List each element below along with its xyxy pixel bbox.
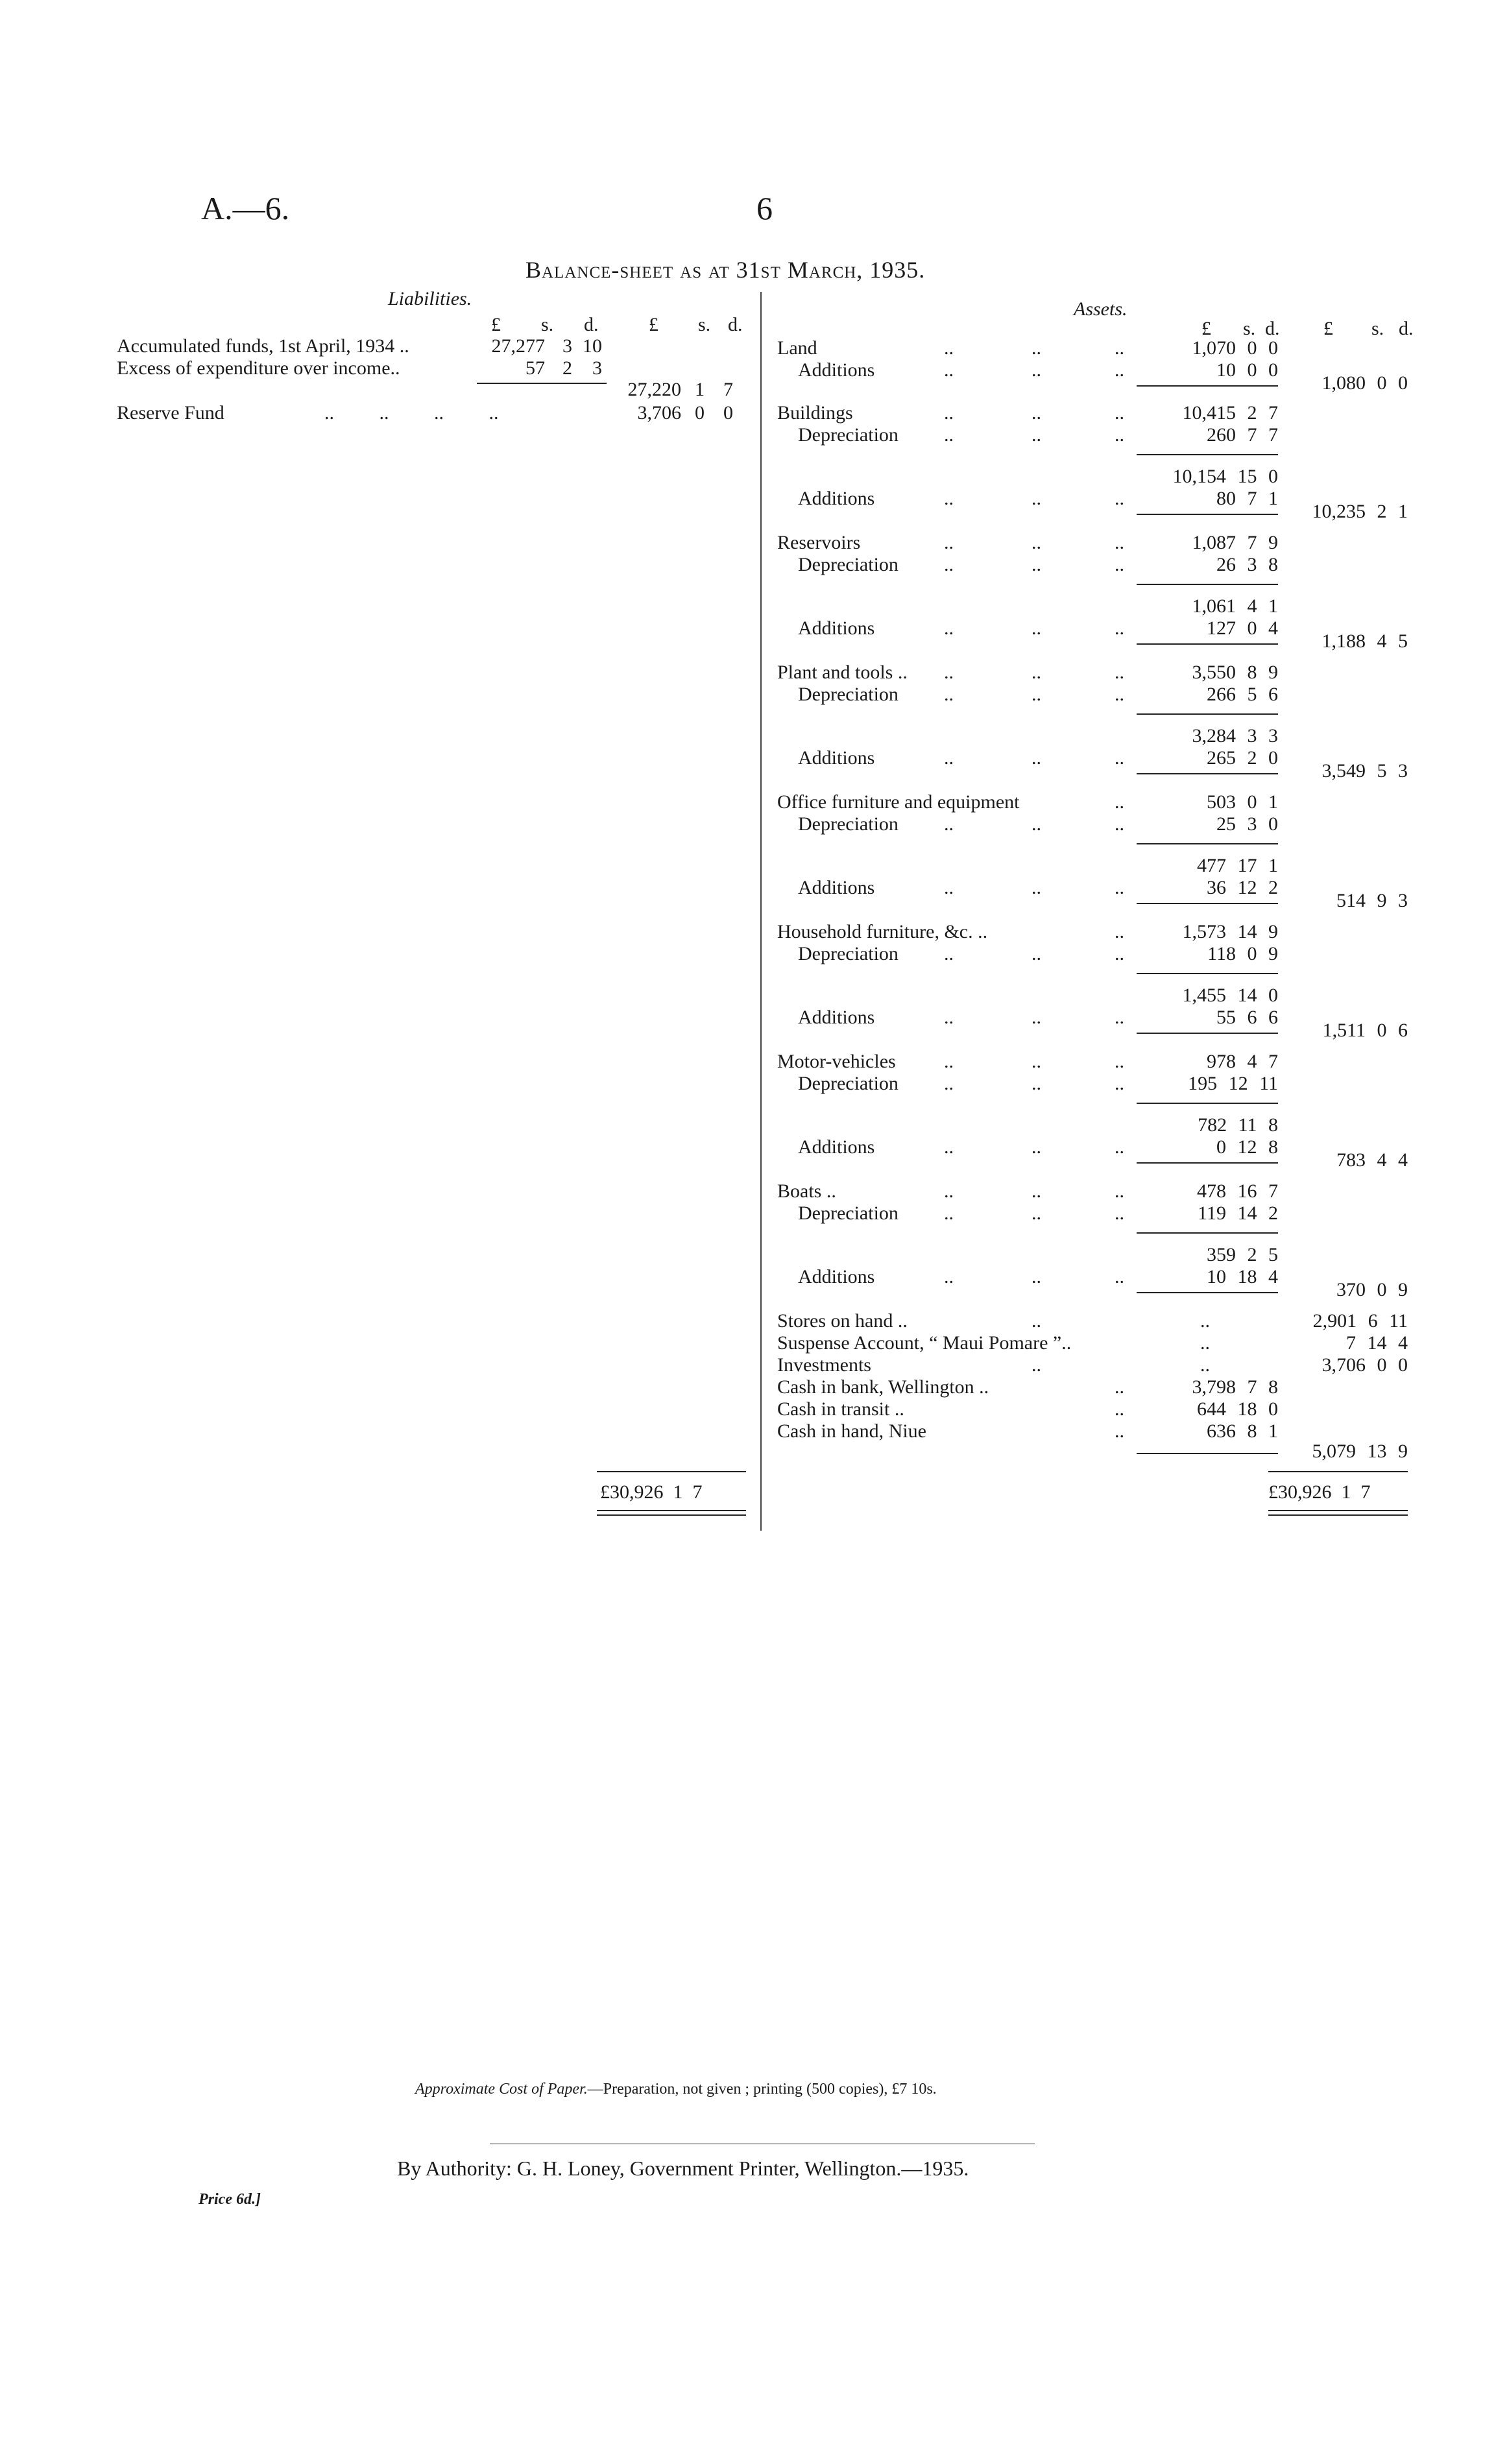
leader-dots: .. [1200,1354,1210,1376]
col-header-shillings: s. [1243,318,1256,339]
cash-label: Cash in transit .. [777,1398,904,1420]
asset-base-amount: 478 16 7 [1197,1180,1278,1202]
liability-shillings: 3 [562,335,572,357]
depreciation-amount: 25 3 0 [1216,813,1278,835]
leader-dots: .. [1032,877,1041,898]
group-total: 370 0 9 [1336,1279,1408,1300]
leader-dots: .. [1115,1180,1124,1202]
net-rule [1137,584,1278,585]
reserve-fund-shillings: 0 [695,402,705,424]
authority-line: By Authority: G. H. Loney, Government Printer, Wellington.—1935. [397,2157,969,2180]
depreciation-label: Depreciation [798,1202,899,1224]
depreciation-amount: 260 7 7 [1207,424,1278,446]
col-header-pence: d. [1265,318,1280,339]
cash-total: 5,079 13 9 [1312,1441,1408,1462]
additions-label: Additions [798,359,875,381]
assets-total-rule-top [1268,1471,1408,1472]
reserve-fund-label: Reserve Fund [117,402,224,424]
leader-dots: .. [1115,1073,1124,1094]
asset-label: Plant and tools .. [777,662,908,683]
liability-pence: 10 [583,335,602,357]
additions-amount: 127 0 4 [1207,617,1278,639]
asset-base-amount: 10,415 2 7 [1182,402,1278,424]
group-total-rule [1137,1162,1278,1164]
leader-dots: .. [1115,337,1124,359]
reserve-fund-pence: 0 [723,402,733,424]
leader-dots: .. [1032,1202,1041,1224]
leader-dots: .. [1032,1180,1041,1202]
asset-label: Land [777,337,817,359]
additions-label: Additions [798,1007,875,1028]
liability-label: Excess of expenditure over income.. [117,357,400,379]
leader-dots: .. [1115,1420,1124,1442]
group-total: 783 4 4 [1336,1149,1408,1171]
additions-label: Additions [798,747,875,769]
net-amount: 3,284 3 3 [1192,725,1278,747]
group-total: 10,235 2 1 [1312,501,1408,522]
leader-dots: .. [1032,359,1041,381]
leader-dots: .. [944,488,954,509]
total-double-rule-2 [597,1514,746,1516]
col-header-pence-2: d. [728,314,743,335]
subtotal-pence: 7 [723,379,733,400]
leader-dots: .. [1115,813,1124,835]
leader-dots: .. [1115,662,1124,683]
additions-amount: 265 2 0 [1207,747,1278,769]
leader-dots: .. [944,1051,954,1072]
leader-dots: .. [1032,1073,1041,1094]
depreciation-label: Depreciation [798,684,899,705]
additions-amount: 0 12 8 [1216,1136,1278,1158]
cost-note-label: Approximate Cost of Paper. [415,2081,588,2098]
asset-other-amount: 7 14 4 [1346,1332,1408,1354]
leader-dots: .. [944,684,954,705]
asset-other-label: Investments [777,1354,871,1376]
liability-pence: 3 [592,357,602,379]
group-total: 1,080 0 0 [1321,372,1408,394]
additions-amount: 80 7 1 [1216,488,1278,509]
asset-base-amount: 3,550 8 9 [1192,662,1278,683]
asset-base-amount: 503 0 1 [1207,791,1278,813]
cash-label: Cash in hand, Niue [777,1420,926,1442]
asset-other-label: Stores on hand .. [777,1310,908,1332]
group-total-rule [1137,1292,1278,1293]
depreciation-amount: 26 3 8 [1216,554,1278,575]
leader-dots: .. [944,554,954,575]
assets-heading: Assets. [1074,298,1128,320]
leader-dots: .. [944,877,954,898]
col-header-shillings-2: s. [698,314,711,335]
additions-label: Additions [798,488,875,509]
leader-dots: .. [1032,747,1041,769]
leader-dots: .. [1032,813,1041,835]
leader-dots: .. [944,1180,954,1202]
leader-dots: .. [944,1136,954,1158]
depreciation-amount: 266 5 6 [1207,684,1278,705]
leader-dots: .. [1032,488,1041,509]
leader-dots: .. [1032,402,1041,424]
leader-dots: .. [1032,684,1041,705]
assets-total-double-rule-2 [1268,1514,1408,1516]
reserve-fund-dots: .. .. .. .. [324,402,499,424]
depreciation-label: Depreciation [798,554,899,575]
leader-dots: .. [1115,877,1124,898]
net-rule [1137,843,1278,844]
asset-other-amount: 3,706 0 0 [1321,1354,1408,1376]
subtotal-pounds: 27,220 [627,379,681,400]
leader-dots: .. [1115,1376,1124,1398]
leader-dots: .. [944,943,954,964]
asset-label: Office furniture and equipment [777,791,1020,813]
additions-amount: 36 12 2 [1207,877,1278,898]
leader-dots: .. [1032,1310,1041,1332]
col-header-shillings-2: s. [1371,318,1384,339]
liabilities-total: £30,926 1 7 [600,1481,703,1503]
leader-dots: .. [1032,554,1041,575]
group-total: 514 9 3 [1336,890,1408,911]
col-header-pence-2: d. [1399,318,1414,339]
net-amount: 10,154 15 0 [1172,466,1278,487]
leader-dots: .. [944,662,954,683]
page-number: 6 [756,190,773,226]
col-header-pounds: £ [491,314,501,335]
cash-amount: 644 18 0 [1197,1398,1278,1420]
col-header-pounds-2: £ [649,314,658,335]
leader-dots: .. [1115,1136,1124,1158]
cash-subtotal-rule [1137,1453,1278,1454]
leader-dots: .. [1115,617,1124,639]
net-rule [1137,1103,1278,1104]
leader-dots: .. [944,1202,954,1224]
leader-dots: .. [1200,1332,1210,1354]
asset-label: Buildings [777,402,853,424]
leader-dots: .. [1115,791,1124,813]
liability-shillings: 2 [562,357,572,379]
additions-amount: 10 18 4 [1207,1266,1278,1287]
leader-dots: .. [944,1266,954,1287]
subtotal-shillings: 1 [695,379,705,400]
subtotal-rule [477,383,607,384]
assets-total-double-rule-1 [1268,1510,1408,1511]
column-divider [760,292,762,1531]
asset-label: Motor-vehicles [777,1051,896,1072]
leader-dots: .. [1032,1266,1041,1287]
asset-base-amount: 1,573 14 9 [1182,921,1278,942]
leader-dots: .. [1115,1398,1124,1420]
depreciation-amount: 118 0 9 [1207,943,1278,964]
leader-dots: .. [944,617,954,639]
additions-amount: 55 6 6 [1216,1007,1278,1028]
additions-label: Additions [798,877,875,898]
asset-base-amount: 1,087 7 9 [1192,532,1278,553]
leader-dots: .. [944,813,954,835]
cash-amount: 636 8 1 [1207,1420,1278,1442]
leader-dots: .. [1115,554,1124,575]
net-amount: 359 2 5 [1207,1244,1278,1265]
assets-total: £30,926 1 7 [1268,1481,1371,1503]
leader-dots: .. [944,337,954,359]
leader-dots: .. [1032,1051,1041,1072]
additions-label: Additions [798,1266,875,1287]
leader-dots: .. [1115,1051,1124,1072]
cost-note [415,2081,937,2098]
depreciation-amount: 195 12 11 [1188,1073,1278,1094]
asset-other-amount: 2,901 6 11 [1312,1310,1408,1332]
liability-pounds: 27,277 [491,335,545,357]
leader-dots: .. [944,747,954,769]
col-header-pounds-2: £ [1323,318,1333,339]
cash-label: Cash in bank, Wellington .. [777,1376,989,1398]
depreciation-label: Depreciation [798,1073,899,1094]
page-reference: A.—6. [201,190,290,226]
depreciation-amount: 119 14 2 [1198,1202,1278,1224]
asset-other-label: Suspense Account, “ Maui Pomare ”.. [777,1332,1072,1354]
leader-dots: .. [1115,684,1124,705]
net-rule [1137,454,1278,455]
leader-dots: .. [1032,617,1041,639]
leader-dots: .. [944,1007,954,1028]
leader-dots: .. [944,402,954,424]
liability-label: Accumulated funds, 1st April, 1934 .. [117,335,409,357]
depreciation-label: Depreciation [798,424,899,446]
leader-dots: .. [1032,662,1041,683]
net-rule [1137,713,1278,715]
cash-amount: 3,798 7 8 [1192,1376,1278,1398]
net-amount: 477 17 1 [1197,855,1278,876]
net-rule [1137,1232,1278,1234]
leader-dots: .. [1032,424,1041,446]
net-amount: 1,061 4 1 [1192,595,1278,617]
leader-dots: .. [1115,359,1124,381]
asset-label: Household furniture, &c. .. [777,921,988,942]
additions-amount: 10 0 0 [1216,359,1278,381]
leader-dots: .. [1115,747,1124,769]
additions-label: Additions [798,1136,875,1158]
leader-dots: .. [1200,1310,1210,1332]
group-total: 3,549 5 3 [1321,760,1408,782]
leader-dots: .. [1115,488,1124,509]
group-total-rule [1137,1033,1278,1034]
net-rule [1137,973,1278,974]
leader-dots: .. [1115,921,1124,942]
group-total: 1,511 0 6 [1322,1020,1408,1041]
leader-dots: .. [1032,943,1041,964]
leader-dots: .. [944,424,954,446]
depreciation-label: Depreciation [798,813,899,835]
asset-base-amount: 978 4 7 [1207,1051,1278,1072]
total-rule-top [597,1471,746,1472]
leader-dots: .. [1115,424,1124,446]
leader-dots: .. [1115,1202,1124,1224]
asset-base-amount: 1,070 0 0 [1192,337,1278,359]
liability-pounds: 57 [525,357,545,379]
group-total-rule [1137,903,1278,904]
leader-dots: .. [1115,1266,1124,1287]
additions-label: Additions [798,617,875,639]
depreciation-label: Depreciation [798,943,899,964]
leader-dots: .. [1115,943,1124,964]
leader-dots: .. [1032,1354,1041,1376]
group-total-rule [1137,514,1278,515]
leader-dots: .. [1115,532,1124,553]
leader-dots: .. [1032,532,1041,553]
group-total-rule [1137,643,1278,645]
asset-label: Reservoirs [777,532,861,553]
leader-dots: .. [944,532,954,553]
group-total-rule [1137,385,1278,387]
group-total: 1,188 4 5 [1321,630,1408,652]
leader-dots: .. [1032,337,1041,359]
asset-label: Boats .. [777,1180,836,1202]
leader-dots: .. [944,1073,954,1094]
leader-dots: .. [1115,402,1124,424]
reserve-fund-pounds: 3,706 [637,402,681,424]
leader-dots: .. [1115,1007,1124,1028]
page-title: Balance-sheet as at 31st March, 1935. [525,257,926,283]
col-header-shillings: s. [541,314,554,335]
net-amount: 1,455 14 0 [1182,985,1278,1006]
cost-note-text: —Preparation, not given ; printing (500 copies), £7 10s. [587,2081,937,2098]
leader-dots: .. [944,359,954,381]
price: Price 6d.] [199,2191,261,2208]
net-amount: 782 11 8 [1198,1114,1278,1136]
group-total-rule [1137,773,1278,774]
leader-dots: .. [1032,1136,1041,1158]
col-header-pence: d. [584,314,599,335]
leader-dots: .. [1032,1007,1041,1028]
liabilities-heading: Liabilities. [388,288,472,309]
col-header-pounds: £ [1201,318,1211,339]
total-double-rule-1 [597,1510,746,1511]
